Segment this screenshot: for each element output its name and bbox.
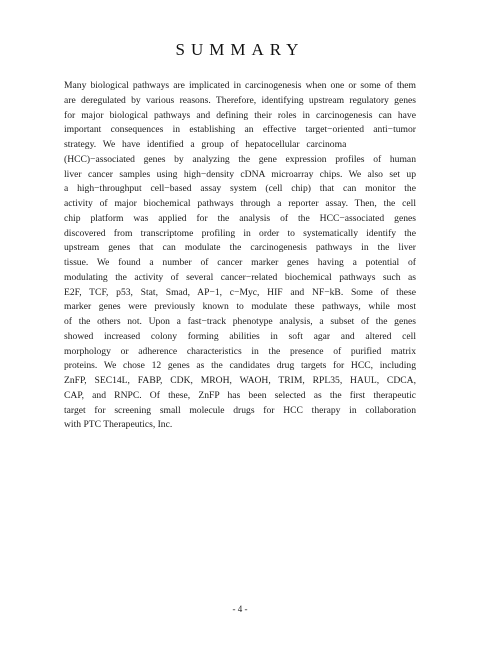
summary-line: (HCC)−associated genes by analyzing the gene expression profiles of human [64, 153, 416, 165]
summary-line: Many biological pathways are implicated in carcinogenesis when one or some of them [64, 80, 416, 91]
summary-line: discovered from transcriptome profiling in order to systematically identify the [64, 227, 416, 239]
summary-line: are deregulated by various reasons. Therefore, identifying upstream regulatory genes [64, 94, 416, 106]
summary-line: target for screening small molecule drugs for HCC therapy in collaboration [64, 404, 416, 416]
summary-line: liver cancer samples using high−density cDNA microarray chips. We also set up [64, 168, 416, 180]
summary-line: important consequences in establishing an effective target−oriented anti−tumor [64, 124, 416, 136]
page-number: - 4 - [232, 604, 248, 614]
summary-line: modulating the activity of several cancer−related biochemical pathways such as [64, 271, 416, 283]
summary-line: morphology or adherence characteristics in the presence of purified matrix [64, 345, 416, 357]
summary-line: chip platform was applied for the analysis of the HCC−associated genes [64, 212, 416, 224]
summary-line: upstream genes that can modulate the carcinogenesis pathways in the liver [64, 242, 416, 254]
summary-line: showed increased colony forming abilities in soft agar and altered cell [64, 330, 416, 342]
summary-line: proteins. We chose 12 genes as the candidates drug targets for HCC, including [64, 360, 416, 372]
summary-line: for major biological pathways and defining their roles in carcinogenesis can have [64, 109, 416, 121]
summary-line: a high−throughput cell−based assay system (cell chip) that can monitor the [64, 183, 416, 195]
summary-line: with PTC Therapeutics, Inc. [64, 419, 173, 431]
summary-line: activity of major biochemical pathways through a reporter assay. Then, the cell [64, 198, 416, 209]
page-title: SUMMARY [175, 40, 305, 59]
summary-line: tissue. We found a number of cancer marker genes having a potential of [64, 257, 416, 268]
summary-line: marker genes were previously known to modulate these pathways, while most [64, 301, 416, 313]
summary-line: E2F, TCF, p53, Stat, Smad, AP−1, c−Myc, HIF and NF−kB. Some of these [64, 286, 416, 298]
summary-line: of the others not. Upon a fast−track phenotype analysis, a subset of the genes [64, 316, 416, 327]
summary-line: strategy. We have identified a group of hepatocellular carcinoma [64, 139, 347, 150]
summary-paragraph [64, 79, 416, 433]
summary-line: ZnFP, SEC14L, FABP, CDK, MROH, WAOH, TRIM, RPL35, HAUL, CDCA, [64, 375, 416, 386]
summary-line: CAP, and RNPC. Of these, ZnFP has been selected as the first therapeutic [64, 389, 416, 401]
